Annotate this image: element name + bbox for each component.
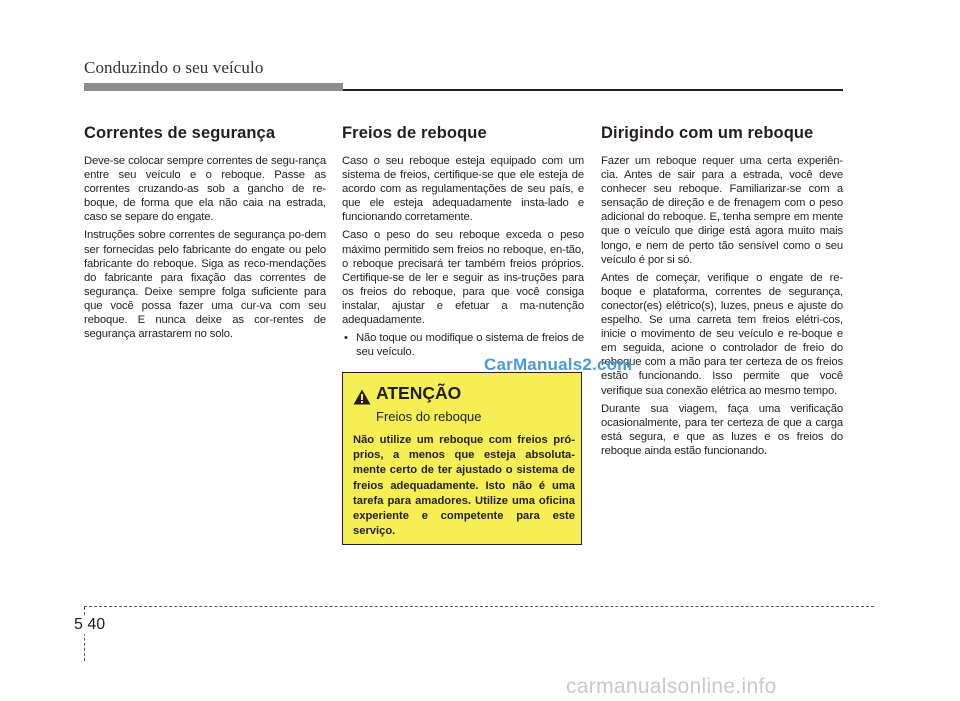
warning-box — [342, 372, 582, 545]
heading-trailer-brakes: Freios de reboque — [342, 124, 487, 142]
column-driving-with-trailer — [601, 124, 843, 462]
paragraph: Deve-se colocar sempre correntes de segu-rança entre seu veículo e o reboque. Passe as correntes cruzando-as sob a gancho de re-boque, de forma que ela não caia na estrada, caso se separe do engate. — [84, 155, 326, 224]
paragraph: Caso o seu reboque esteja equipado com um sistema de freios, certifique-se que ele esteja de acordo com as regulamentações de seu país, e que ele esteja adequadamente insta-lado e funcionando corretamente. — [342, 155, 584, 224]
watermark-link[interactable]: CarManuals2.com — [484, 355, 633, 374]
header-rule-thin — [343, 89, 843, 91]
header-rule-thick — [84, 83, 343, 91]
warning-title: ATENÇÃO — [376, 383, 462, 403]
bullet-text: Não toque ou modifique o sistema de freios de seu veículo. — [356, 332, 584, 359]
warning-body: Não utilize um reboque com freios pró-prios, a menos que esteja absoluta-mente certo de ter ajustado o sistema de freios adequadamente. Isto não é uma tarefa para amadores. Utilize uma oficina experiente e competente para este serviço. — [353, 434, 575, 538]
bullet-mark: • — [344, 332, 348, 345]
warning-triangle-icon — [353, 389, 371, 405]
paragraph: Antes de começar, verifique o engate de re-boque e plataforma, correntes de segurança, conector(es) elétrico(s), luzes, pneus e ajuste do espelho. Se uma carreta tem freios elétri-cos, inicie o movimento de seu veículo e re-boque e em seguida, acione o controlador de freio do reboque com a mão para ter certeza de os freios estão funcionando. Isso permite que você verifique sua conexão elétrica ao mesmo tempo. — [601, 271, 843, 397]
footer-divider — [84, 606, 874, 607]
heading-safety-chains: Correntes de segurança — [84, 124, 276, 142]
paragraph: Instruções sobre correntes de segurança po-dem ser fornecidas pelo fabricante do engate ou pelo fabricante do reboque. Siga as reco-mendações do fabricante para fixação das correntes de segurança. Deixe sempre folga suficiente para que você possa fazer uma cur-va com seu reboque. E nunca deixe as cor-rentes de segurança arrastarem no solo. — [84, 229, 326, 341]
site-watermark: carmanualsonline.info — [566, 675, 777, 698]
column-trailer-brakes — [342, 124, 584, 359]
column-safety-chains — [84, 124, 326, 345]
warning-subtitle: Freios do reboque — [376, 409, 482, 424]
section-title: Conduzindo o seu veículo — [84, 58, 264, 77]
paragraph: Durante sua viagem, faça uma verificação ocasionalmente, para ter certeza de que a carga está segura, e que as luzes e os freios do reboque ainda estão funcionando. — [601, 402, 843, 457]
paragraph: Fazer um reboque requer uma certa experiên-cia. Antes de sair para a estrada, você deve conhecer seu reboque. Familiarizar-se com a sensação de direção e de frenagem com o peso adicional do reboque. E, tenha sempre em mente que o veículo que dirige está agora muito mais longo, e nem de perto tão sensível como o seu veículo é por si só. — [601, 155, 843, 266]
paragraph: Caso o peso do seu reboque exceda o peso máximo permitido sem freios no reboque, en-tão, o reboque precisará ter também freios próprios. Certifique-se de ler e seguir as ins-truções para os freios do reboque, para que você consiga instalar, ajustar e efetuar a ma-nutenção adequadamente. — [342, 229, 584, 327]
heading-driving-with-trailer: Dirigindo com um reboque — [601, 124, 814, 142]
page-number: 5 40 — [74, 616, 106, 633]
